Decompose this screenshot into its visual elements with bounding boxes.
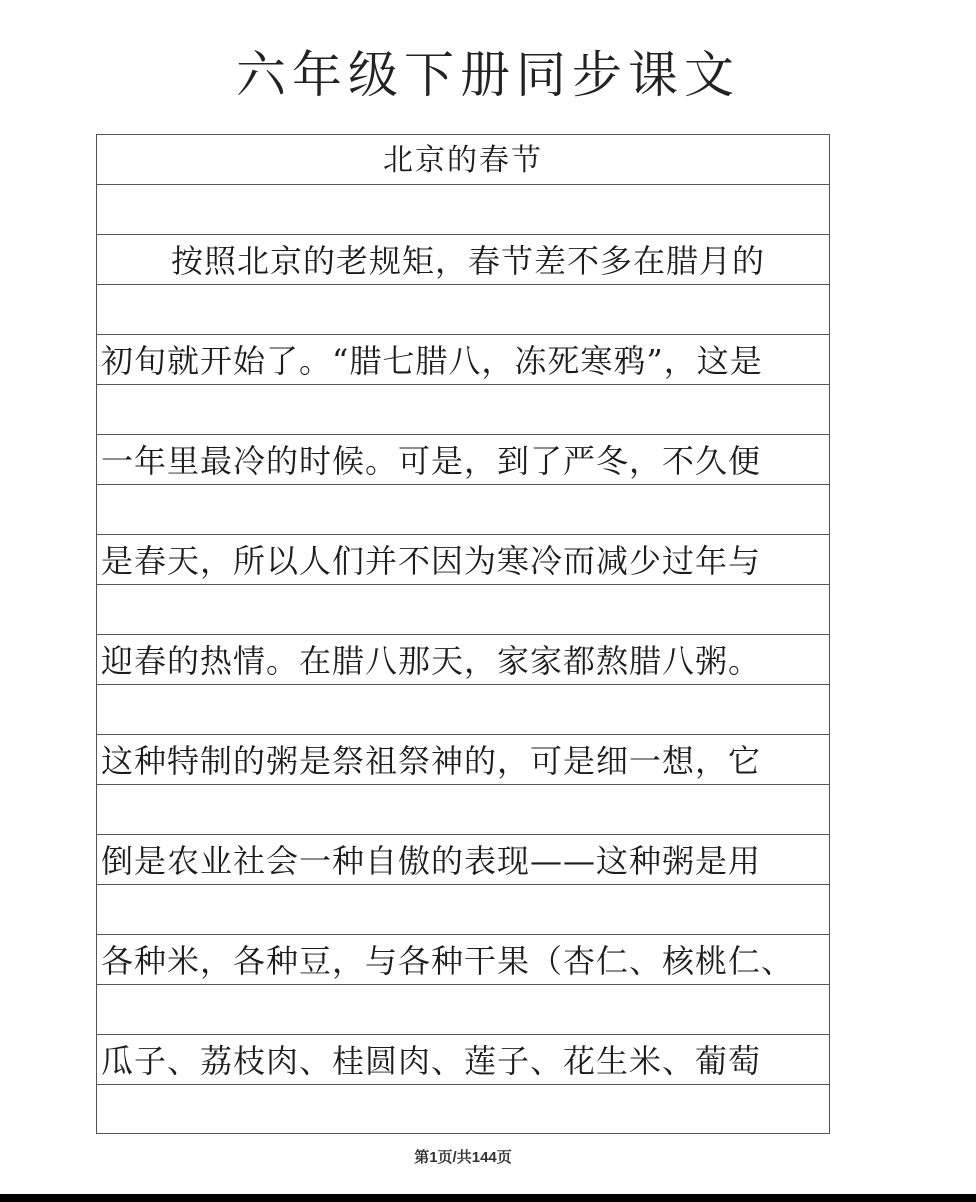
grid-row-blank — [97, 684, 829, 734]
document-title: 六年级下册同步课文 — [236, 46, 740, 104]
grid-row — [97, 434, 829, 484]
text-line: 初旬就开始了。“腊七腊八，冻死寒鸦”，这是 — [101, 342, 763, 380]
grid-row-blank — [97, 384, 829, 434]
text-line: 是春天，所以人们并不因为寒冷而减少过年与 — [101, 542, 762, 580]
grid-row — [97, 534, 829, 584]
page-number: 第1页/共144页 — [414, 1149, 512, 1166]
grid-row-blank — [97, 984, 829, 1034]
grid-row — [97, 334, 829, 384]
grid-row-blank — [97, 1084, 829, 1134]
grid-row — [97, 734, 829, 784]
text-line: 迎春的热情。在腊八那天，家家都熬腊八粥。 — [101, 642, 762, 680]
grid-row — [97, 834, 829, 884]
lesson-title: 北京的春节 — [383, 143, 543, 178]
bottom-border — [0, 1194, 976, 1202]
grid-row-blank — [97, 484, 829, 534]
text-line: 瓜子、荔枝肉、桂圆肉、莲子、花生米、葡萄 — [101, 1042, 762, 1080]
grid-row-blank — [97, 284, 829, 334]
text-line: 倒是农业社会一种自傲的表现——这种粥是用 — [101, 842, 762, 880]
writing-grid — [96, 134, 830, 1134]
grid-row-blank — [97, 784, 829, 834]
grid-row-blank — [97, 884, 829, 934]
grid-row — [97, 934, 829, 984]
text-line: 按照北京的老规矩，春节差不多在腊月的 — [171, 242, 766, 280]
grid-row — [97, 134, 829, 184]
text-line: 一年里最冷的时候。可是，到了严冬，不久便 — [101, 442, 762, 480]
grid-row — [97, 234, 829, 284]
grid-row-blank — [97, 184, 829, 234]
grid-row — [97, 1034, 829, 1084]
text-line: 这种特制的粥是祭祖祭神的，可是细一想，它 — [101, 742, 762, 780]
grid-row — [97, 634, 829, 684]
text-line: 各种米，各种豆，与各种干果（杏仁、核桃仁、 — [101, 942, 795, 980]
grid-row-blank — [97, 584, 829, 634]
